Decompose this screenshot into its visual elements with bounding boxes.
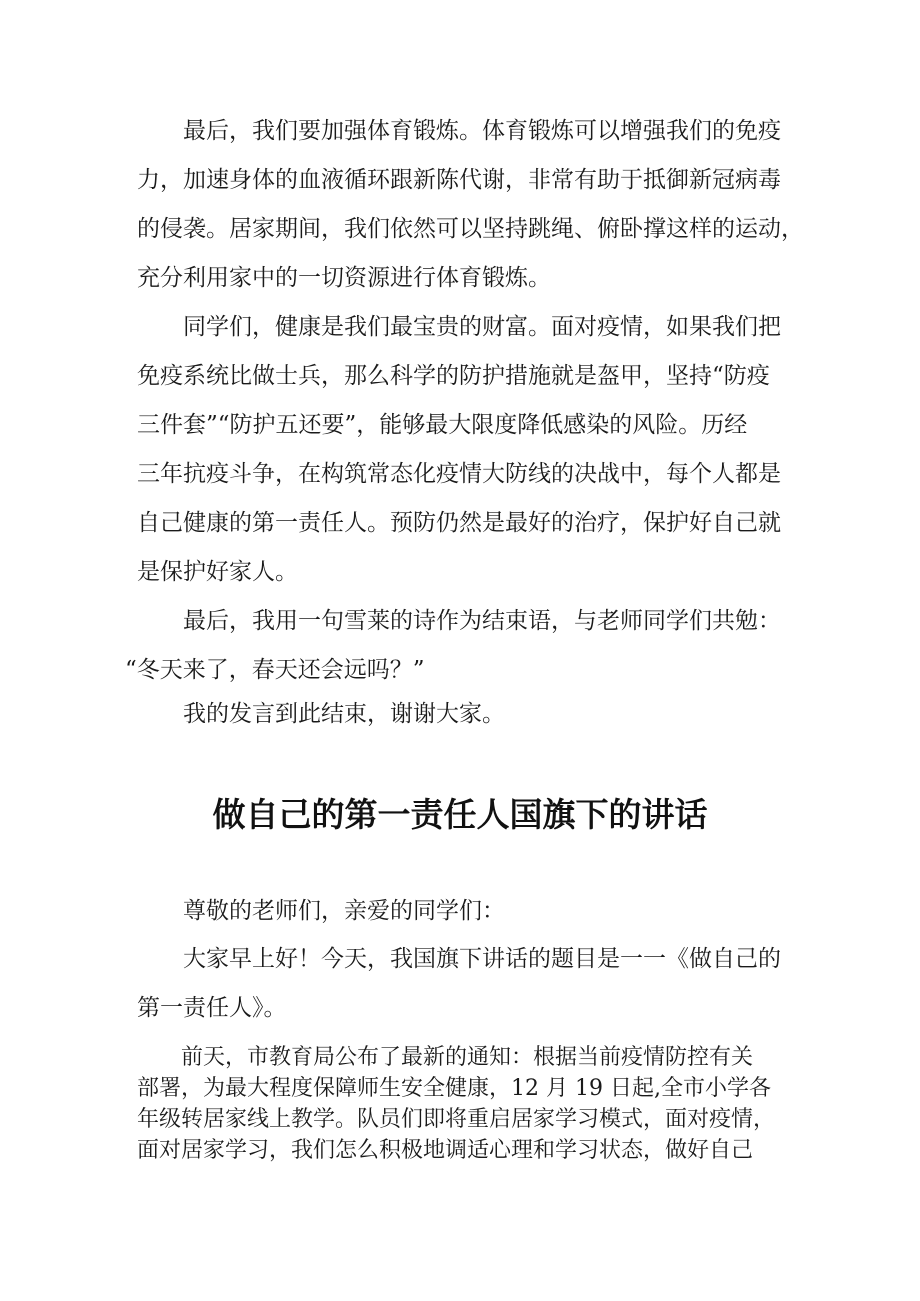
text-line: 第一责任人》。: [137, 995, 287, 1021]
paragraph-thanks: [137, 690, 797, 739]
text-line: 我的发言到此结束，谢谢大家。: [137, 701, 505, 727]
paragraph-closing-poem: [125, 597, 797, 695]
text-line: 充分利用家中的一切资源进行体育锻炼。: [137, 265, 551, 291]
speech-title: 做自己的第一责任人国旗下的讲话: [212, 795, 708, 834]
text-line: 大家早上好！今天，我国旗下讲话的题目是一一《做自己的: [137, 946, 781, 972]
text-line: 年级转居家线上教学。队员们即将重启居家学习模式，面对疫情，: [137, 1107, 776, 1132]
text-line: 尊敬的老师们，亲爱的同学们：: [137, 898, 505, 924]
text-line: 前天，市教育局公布了最新的通知：根据当前疫情防控有关: [137, 1045, 754, 1070]
text-line: 的侵袭。居家期间，我们依然可以坚持跳绳、俯卧撑这样的运动，: [137, 216, 804, 242]
text-line: 三年抗疫斗争，在构筑常态化疫情大防线的决战中，每个人都是: [137, 461, 781, 487]
text-line: 是保护好家人。: [137, 559, 298, 585]
paragraph-opening: [137, 935, 797, 1033]
paragraph-notice: [137, 1042, 797, 1166]
text-line: 最后，我们要加强体育锻炼。体育锻炼可以增强我们的免疫: [137, 118, 781, 144]
text-line: 部署，为最大程度保障师生安全健康，12 月 19 日起,全市小学各: [137, 1076, 771, 1101]
text-line: “冬天来了，春天还会远吗？”: [125, 657, 425, 683]
text-line: 三件套”“防护五还要”，能够最大限度降低感染的风险。历经: [137, 412, 748, 438]
text-line: 最后，我用一句雪莱的诗作为结束语，与老师同学们共勉：: [137, 608, 781, 634]
text-line: 面对居家学习，我们怎么积极地调适心理和学习状态，做好自己: [137, 1138, 754, 1163]
paragraph-physical-exercise: [137, 107, 804, 303]
paragraph-greeting: [137, 887, 797, 936]
text-line: 自己健康的第一责任人。预防仍然是最好的治疗，保护好自己就: [137, 510, 781, 536]
paragraph-health-wealth: [137, 303, 797, 597]
text-line: 力，加速身体的血液循环跟新陈代谢，非常有助于抵御新冠病毒: [137, 167, 781, 193]
text-line: 免疫系统比做士兵，那么科学的防护措施就是盔甲，坚持“防疫: [137, 363, 770, 389]
text-line: 同学们，健康是我们最宝贵的财富。面对疫情，如果我们把: [137, 314, 781, 340]
